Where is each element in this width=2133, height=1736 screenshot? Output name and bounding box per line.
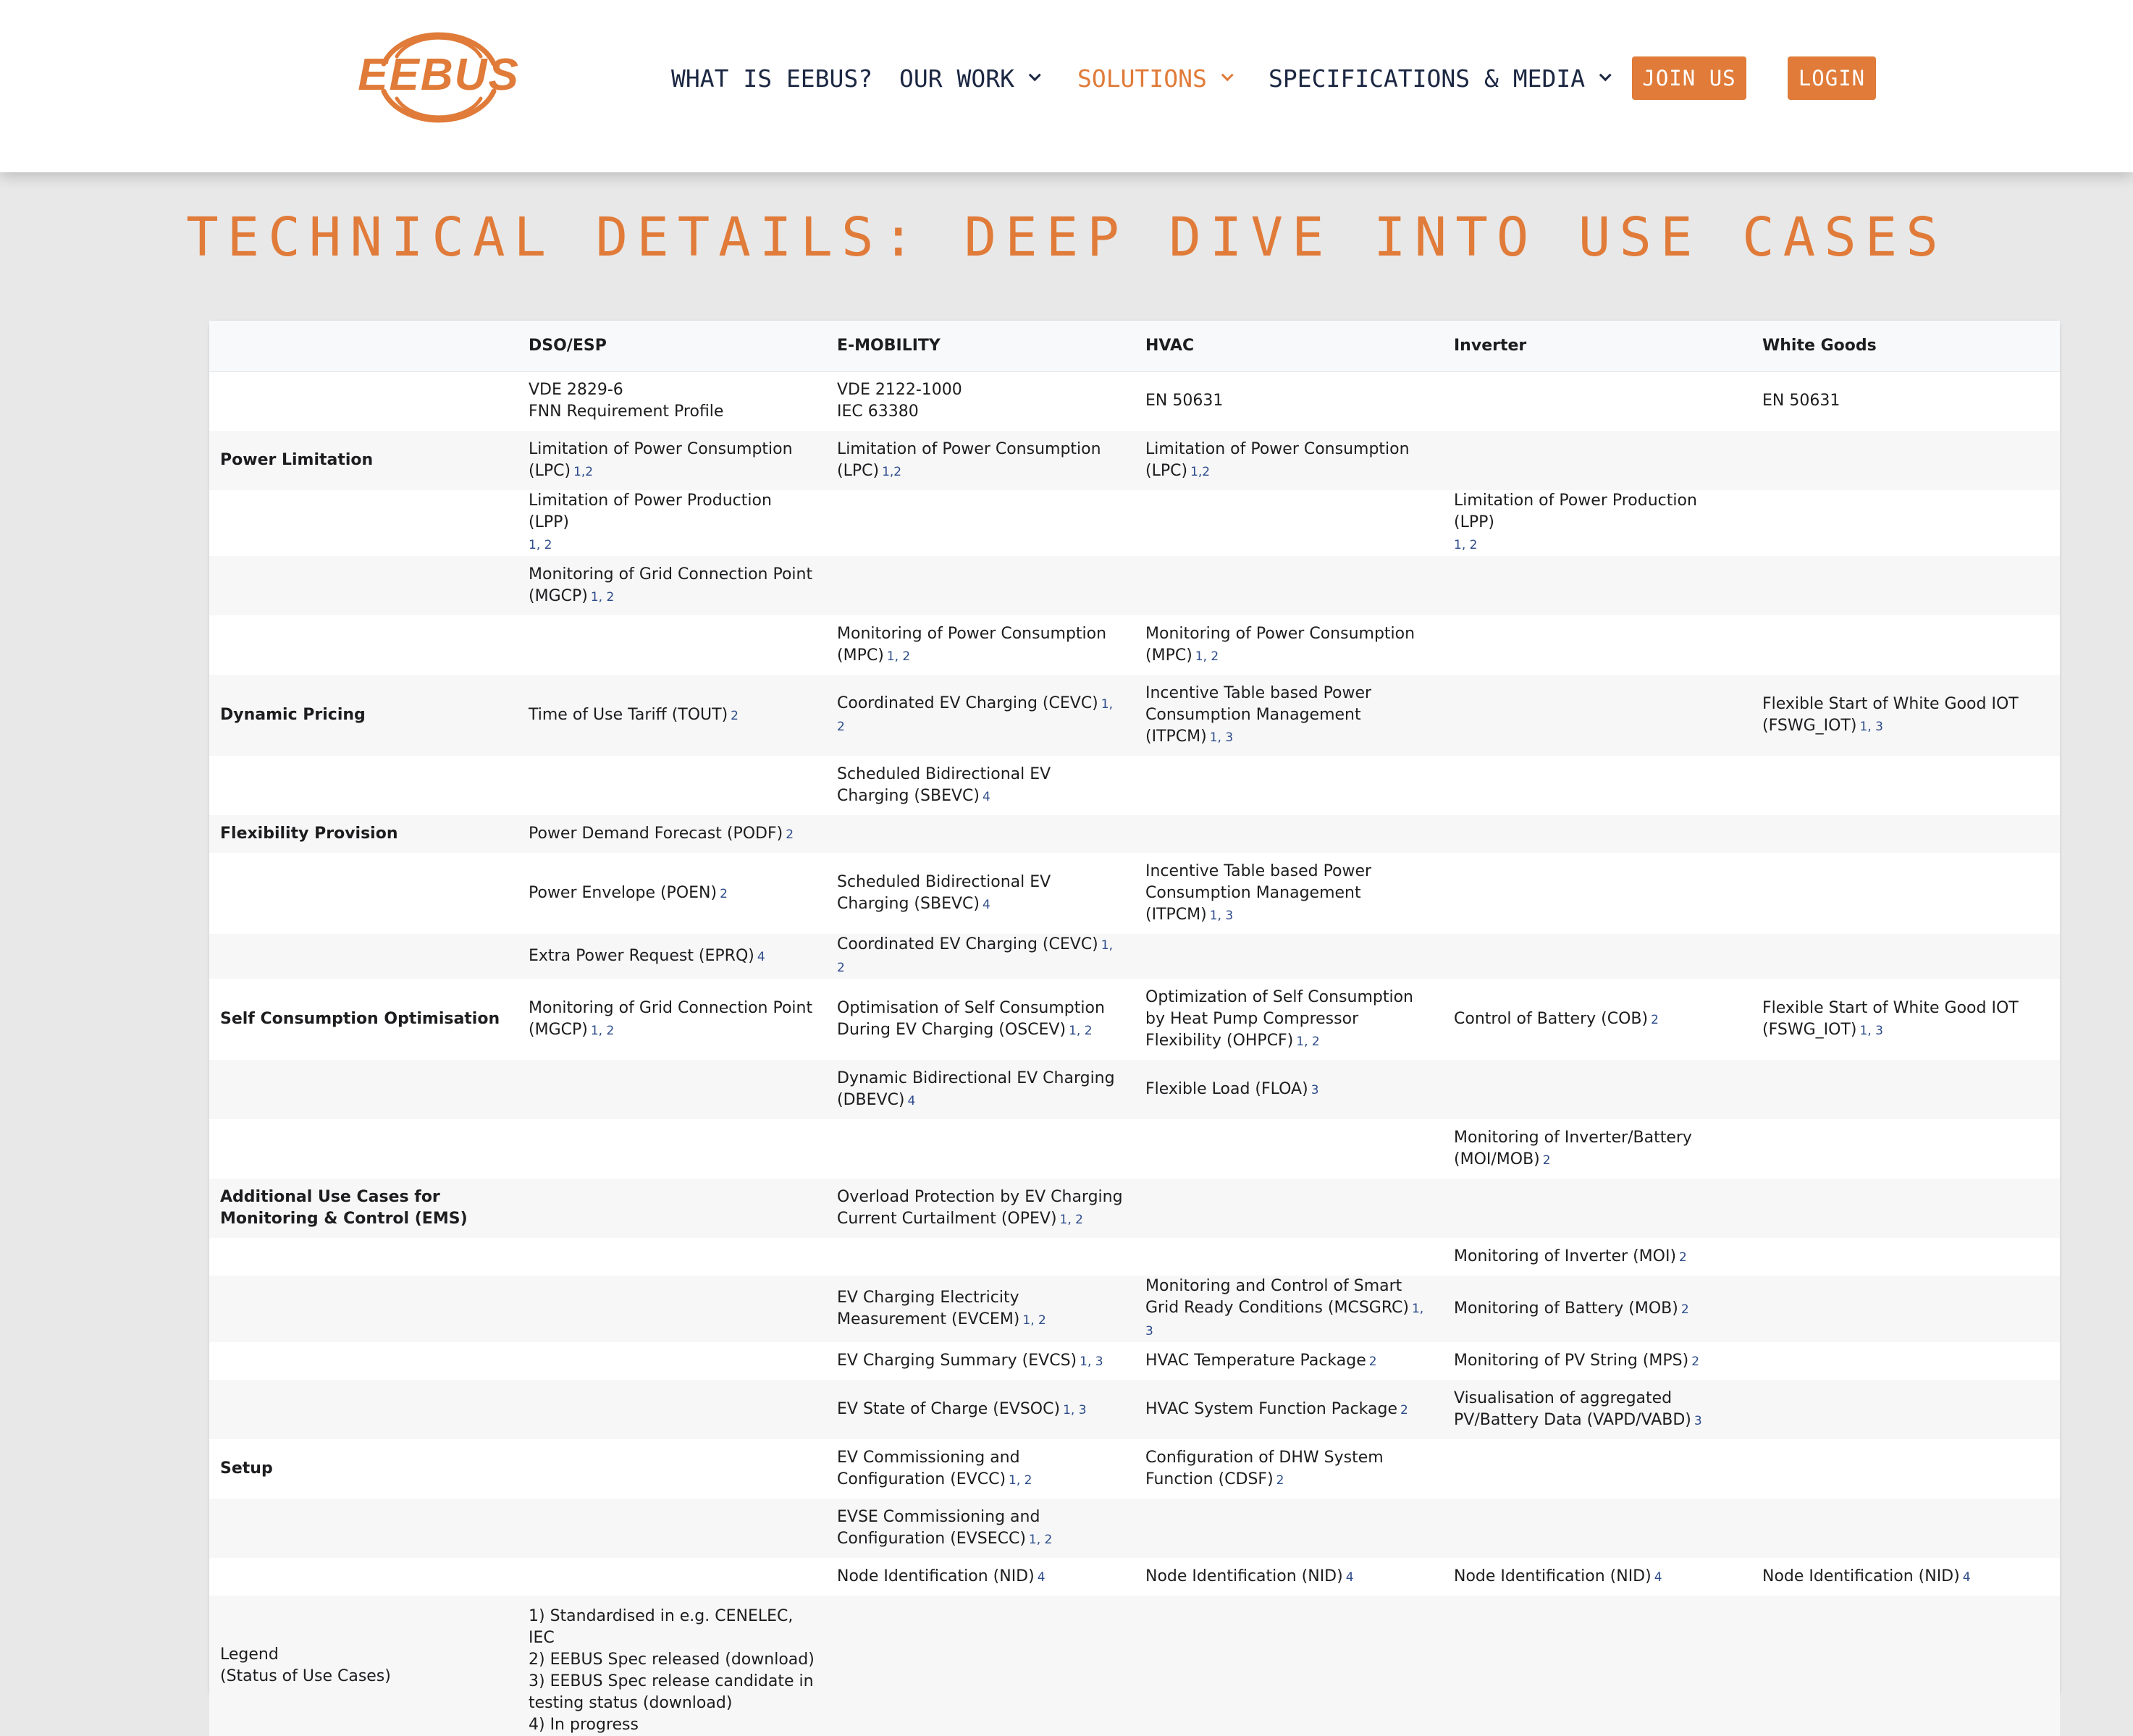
status-reference-link[interactable]: 2 — [1368, 1354, 1377, 1369]
table-cell — [1135, 1276, 1443, 1342]
use-case-text: Limitation of Power Consumption (LPC) — [1145, 439, 1410, 480]
status-reference-link[interactable]: 1, 2 — [1009, 1472, 1032, 1488]
table-cell — [826, 1499, 1135, 1558]
use-case-text: EV Charging Electricity Measurement (EVCEM) — [837, 1288, 1020, 1328]
row-label: Setup — [220, 1459, 273, 1478]
table-header-row — [209, 321, 2060, 371]
table-cell — [826, 1119, 1135, 1179]
status-reference-link[interactable]: 1, 2 — [1059, 1212, 1083, 1227]
row-label: Dynamic Pricing — [209, 675, 518, 756]
use-case-text: VDE 2122-1000 IEC 63380 — [837, 381, 962, 421]
status-reference-link[interactable]: 1, 3 — [1209, 730, 1234, 745]
table-row — [209, 979, 2060, 1060]
table-cell — [826, 815, 1135, 853]
use-case-text: Monitoring of Inverter (MOI) — [1454, 1247, 1677, 1265]
table-cell — [518, 1439, 826, 1499]
table-cell — [1135, 979, 1443, 1060]
table-row — [209, 1439, 2060, 1499]
status-reference-link[interactable]: 1, 3 — [1145, 1302, 1424, 1339]
table-cell — [1751, 1342, 2060, 1380]
row-label — [209, 1276, 518, 1342]
status-reference-link[interactable]: 1, 2 — [1296, 1034, 1320, 1049]
use-case-text: EV Charging Summary (EVCS) — [837, 1351, 1077, 1370]
use-case-text: Limitation of Power Production (LPP) — [529, 492, 772, 531]
table-cell — [1443, 556, 1751, 615]
use-case-text: HVAC System Function Package — [1145, 1399, 1397, 1418]
table-row — [209, 1499, 2060, 1558]
table-row — [209, 1380, 2060, 1439]
use-case-text: HVAC Temperature Package — [1145, 1351, 1366, 1370]
table-cell — [826, 1060, 1135, 1119]
table-cell — [518, 556, 826, 615]
table-cell — [1751, 934, 2060, 979]
site-header — [0, 0, 2133, 172]
use-case-text: Incentive Table based Power Consumption Management (ITPCM) — [1145, 683, 1372, 746]
table-cell — [826, 371, 1135, 431]
use-case-text: EV State of Charge (EVSOC) — [837, 1399, 1061, 1418]
status-reference-link[interactable]: 2 — [1680, 1302, 1689, 1317]
use-case-text: Coordinated EV Charging (CEVC) — [837, 694, 1098, 712]
status-reference-link[interactable]: 2 — [1542, 1153, 1551, 1168]
status-reference-link[interactable]: 2 — [1651, 1012, 1659, 1027]
table-cell — [1135, 1179, 1443, 1238]
table-cell — [1751, 675, 2060, 756]
table-cell — [1443, 371, 1751, 431]
table-cell — [1751, 1060, 2060, 1119]
chevron-down-icon — [1599, 69, 1612, 81]
table-row — [209, 934, 2060, 979]
use-case-text: Monitoring of Battery (MOB) — [1454, 1299, 1678, 1318]
table-cell — [1751, 979, 2060, 1060]
table-cell — [518, 1380, 826, 1439]
table-cell — [1443, 490, 1751, 556]
table-cell — [1135, 1558, 1443, 1596]
table-cell — [518, 853, 826, 934]
table-cell — [1751, 490, 2060, 556]
nav-specifications-media[interactable] — [1269, 55, 1607, 101]
status-reference-link[interactable]: 2 — [786, 827, 794, 842]
table-cell — [1443, 1342, 1751, 1380]
table-cell — [1443, 934, 1751, 979]
table-cell — [518, 1276, 826, 1342]
table-row — [209, 675, 2060, 756]
use-case-text: Node Identification (NID) — [837, 1567, 1035, 1585]
table-cell — [1135, 675, 1443, 756]
status-reference-link[interactable]: 4 — [982, 897, 990, 912]
use-case-text: Monitoring of Grid Connection Point (MGCP) — [529, 565, 813, 605]
row-label — [209, 371, 518, 431]
table-row — [209, 615, 2060, 675]
table-cell — [518, 431, 826, 490]
table-cell — [826, 1596, 1135, 1736]
use-case-text: Power Demand Forecast (PODF) — [529, 824, 783, 843]
table-cell — [1751, 431, 2060, 490]
column-header-inverter: Inverter — [1443, 321, 1751, 371]
table-cell — [1443, 979, 1751, 1060]
table-cell — [826, 1342, 1135, 1380]
use-case-text: EV Commissioning and Configuration (EVCC) — [837, 1448, 1020, 1488]
table-cell — [1135, 1119, 1443, 1179]
table-cell — [1135, 371, 1443, 431]
table-cell — [1443, 675, 1751, 756]
table-cell — [1751, 1380, 2060, 1439]
use-case-table — [209, 321, 2060, 1736]
use-case-text: Flexible Start of White Good IOT (FSWG_IOT) — [1762, 998, 2019, 1039]
page-title: TECHNICAL DETAILS: DEEP DIVE INTO USE CASES — [186, 206, 1947, 269]
table-cell — [826, 1179, 1135, 1238]
nav-label: SOLUTIONS — [1077, 64, 1207, 93]
table-cell — [1443, 615, 1751, 675]
table-row — [209, 1238, 2060, 1276]
table-cell — [826, 1558, 1135, 1596]
table-cell — [1443, 1558, 1751, 1596]
table-cell — [1135, 815, 1443, 853]
use-case-text: Configuration of DHW System Function (CDSF) — [1145, 1448, 1384, 1488]
table-cell — [1443, 1179, 1751, 1238]
table-cell — [1443, 1276, 1751, 1342]
table-cell — [518, 1119, 826, 1179]
use-case-text: EN 50631 — [1145, 392, 1224, 410]
status-reference-link[interactable]: 1, 2 — [529, 538, 552, 552]
table-cell — [1751, 1558, 2060, 1596]
table-cell — [826, 1380, 1135, 1439]
join-us-button[interactable]: JOIN US — [1632, 56, 1746, 100]
table-cell — [1135, 1060, 1443, 1119]
row-label: Self Consumption Optimisation — [220, 1010, 500, 1028]
nav-solutions[interactable] — [1077, 55, 1229, 101]
use-case-text: EVSE Commissioning and Configuration (EVSECC) — [837, 1507, 1040, 1548]
nav-label: OUR WORK — [899, 64, 1014, 93]
column-header — [209, 321, 518, 371]
table-cell — [1751, 1439, 2060, 1499]
table-cell — [518, 371, 826, 431]
table-cell — [1751, 371, 2060, 431]
table-cell — [826, 1439, 1135, 1499]
use-case-text: Node Identification (NID) — [1762, 1567, 1960, 1585]
row-label: Flexibility Provision — [209, 815, 518, 853]
status-reference-link[interactable]: 4 — [907, 1093, 916, 1108]
status-reference-link[interactable]: 4 — [1962, 1569, 1971, 1585]
table-row — [209, 490, 2060, 556]
legend-label: Legend (Status of Use Cases) — [209, 1596, 518, 1736]
status-reference-link[interactable]: 1, 3 — [1859, 1023, 1883, 1038]
table-cell — [826, 934, 1135, 979]
row-label — [209, 934, 518, 979]
use-case-text: Node Identification (NID) — [1454, 1567, 1652, 1585]
table-cell — [1751, 1179, 2060, 1238]
row-label — [209, 1380, 518, 1439]
status-reference-link[interactable]: 1,2 — [1190, 464, 1211, 479]
table-cell — [1751, 1238, 2060, 1276]
row-label — [209, 1558, 518, 1596]
use-case-text: Flexible Load (FLOA) — [1145, 1079, 1308, 1098]
status-reference-link[interactable]: 4 — [1345, 1569, 1354, 1585]
table-cell — [518, 1060, 826, 1119]
table-cell — [1135, 853, 1443, 934]
table-cell — [1135, 1596, 1443, 1736]
use-case-text: Incentive Table based Power Consumption Management (ITPCM) — [1145, 861, 1372, 924]
nav-label: SPECIFICATIONS & MEDIA — [1269, 64, 1586, 93]
table-cell — [1135, 1499, 1443, 1558]
table-cell — [1135, 615, 1443, 675]
table-cell — [1135, 934, 1443, 979]
table-row — [209, 1179, 2060, 1238]
column-header-dso-esp: DSO/ESP — [518, 321, 826, 371]
chevron-down-icon — [1029, 69, 1041, 81]
row-label — [209, 1342, 518, 1380]
table-cell — [518, 615, 826, 675]
table-cell — [826, 615, 1135, 675]
status-reference-link[interactable]: 1, 2 — [590, 1023, 615, 1038]
table-cell — [518, 1342, 826, 1380]
use-case-text: Monitoring of Power Consumption (MPC) — [1145, 624, 1415, 665]
row-label — [209, 490, 518, 556]
table-cell — [1443, 1596, 1751, 1736]
table-cell — [1135, 1342, 1443, 1380]
use-case-text: Optimization of Self Consumption by Heat Pump Compressor Flexibility (OHPCF) — [1145, 987, 1413, 1050]
table-cell — [826, 675, 1135, 756]
nav-our-work[interactable] — [899, 55, 1036, 101]
table-cell — [1135, 1238, 1443, 1276]
table-row — [209, 1276, 2060, 1342]
eebus-logo-icon — [358, 19, 520, 135]
row-label — [209, 756, 518, 815]
status-reference-link[interactable]: 2 — [1276, 1472, 1284, 1488]
table-cell — [518, 756, 826, 815]
column-header-white-goods: White Goods — [1751, 321, 2060, 371]
table-cell — [1751, 853, 2060, 934]
table-row — [209, 431, 2060, 490]
use-case-text: Limitation of Power Production (LPP) — [1454, 492, 1697, 531]
use-case-text: Monitoring and Control of Smart Grid Ready Conditions (MCSGRC) — [1145, 1277, 1409, 1317]
table-row — [209, 1119, 2060, 1179]
table-cell — [1443, 1499, 1751, 1558]
use-case-text: VDE 2829-6 FNN Requirement Profile — [529, 381, 724, 421]
table-cell — [826, 490, 1135, 556]
row-label: Additional Use Cases for Monitoring & Control (EMS) — [209, 1179, 518, 1238]
status-reference-link[interactable]: 1, 3 — [1859, 719, 1883, 734]
table-cell — [1443, 756, 1751, 815]
table-cell — [826, 556, 1135, 615]
table-cell — [826, 853, 1135, 934]
login-button[interactable]: LOGIN — [1788, 56, 1876, 100]
use-case-text: Limitation of Power Consumption (LPC) — [529, 439, 793, 480]
status-reference-link[interactable]: 1, 2 — [1454, 538, 1478, 552]
table-cell — [1443, 1439, 1751, 1499]
use-case-text: Optimisation of Self Consumption During EV Charging (OSCEV) — [837, 998, 1105, 1039]
table-cell — [1443, 1238, 1751, 1276]
table-cell — [1443, 1380, 1751, 1439]
table-cell — [518, 815, 826, 853]
table-cell — [1135, 756, 1443, 815]
table-row — [209, 556, 2060, 615]
status-reference-link[interactable]: 4 — [982, 789, 990, 804]
use-case-text: Overload Protection by EV Charging Current Curtailment (OPEV) — [837, 1187, 1123, 1228]
table-cell — [518, 1179, 826, 1238]
use-case-text: Visualisation of aggregated PV/Battery Data (VAPD/VABD) — [1454, 1389, 1691, 1429]
nav-label: WHAT IS EEBUS? — [671, 64, 873, 93]
status-reference-link[interactable]: 4 — [757, 949, 765, 964]
table-row — [209, 815, 2060, 853]
table-cell — [1135, 431, 1443, 490]
use-case-text: Power Envelope (POEN) — [529, 883, 718, 902]
table-row — [209, 371, 2060, 431]
row-label — [209, 556, 518, 615]
table-cell — [518, 675, 826, 756]
nav-what-is-eebus[interactable] — [671, 55, 872, 101]
table-cell — [1135, 1380, 1443, 1439]
status-reference-link[interactable]: 1, 3 — [1063, 1402, 1087, 1417]
table-cell — [518, 1558, 826, 1596]
use-case-text: Scheduled Bidirectional EV Charging (SBEVC) — [837, 764, 1051, 805]
status-reference-link[interactable]: 2 — [1691, 1354, 1700, 1369]
use-case-text: Scheduled Bidirectional EV Charging (SBEVC) — [837, 872, 1051, 913]
table-cell — [1443, 815, 1751, 853]
table-cell — [1443, 1060, 1751, 1119]
status-reference-link[interactable]: 1, 2 — [1028, 1532, 1053, 1547]
use-case-text: Flexible Start of White Good IOT (FSWG_IOT) — [1762, 694, 2019, 735]
table-cell — [826, 1238, 1135, 1276]
use-case-text: Control of Battery (COB) — [1454, 1009, 1649, 1028]
table-cell — [826, 756, 1135, 815]
table-cell — [518, 1238, 826, 1276]
table-cell — [1751, 615, 2060, 675]
table-cell — [1751, 756, 2060, 815]
row-label — [209, 1499, 518, 1558]
svg-text:EEBUS: EEBUS — [358, 50, 520, 100]
status-reference-link[interactable]: 1, 2 — [1195, 649, 1219, 664]
table-cell — [826, 979, 1135, 1060]
use-case-text: Dynamic Bidirectional EV Charging (DBEVC) — [837, 1069, 1115, 1109]
table-cell — [1751, 1119, 2060, 1179]
table-cell — [1751, 815, 2060, 853]
table-cell — [1751, 1499, 2060, 1558]
row-label — [209, 1060, 518, 1119]
table-cell — [1443, 853, 1751, 934]
use-case-text: Monitoring of Inverter/Battery (MOI/MOB) — [1454, 1128, 1692, 1168]
status-reference-link[interactable]: 1,2 — [573, 464, 594, 479]
table-cell — [1443, 431, 1751, 490]
use-case-text: EN 50631 — [1762, 392, 1840, 410]
column-header-hvac: HVAC — [1135, 321, 1443, 371]
row-label — [209, 1119, 518, 1179]
table-cell — [1751, 1596, 2060, 1736]
table-cell — [1751, 556, 2060, 615]
eebus-logo[interactable] — [358, 19, 520, 135]
table-cell — [518, 1499, 826, 1558]
table-row — [209, 1558, 2060, 1596]
use-case-text: Monitoring of Power Consumption (MPC) — [837, 624, 1107, 665]
row-label — [209, 615, 518, 675]
table-cell — [518, 490, 826, 556]
table-cell — [1751, 1276, 2060, 1342]
table-cell — [1135, 556, 1443, 615]
status-reference-link[interactable]: 1, 2 — [837, 697, 1113, 734]
status-reference-link[interactable]: 1, 2 — [886, 649, 911, 664]
table-cell — [518, 979, 826, 1060]
row-label — [209, 853, 518, 934]
table-cell — [1443, 1119, 1751, 1179]
table-cell — [518, 934, 826, 979]
legend-text: 1) Standardised in e.g. CENELEC, IEC 2) EEBUS Spec released (download) 3) EEBUS Spec release candidate in testing status (download) 4) In progress — [518, 1596, 826, 1736]
status-reference-link[interactable]: 1, 2 — [590, 589, 615, 604]
status-reference-link[interactable]: 3 — [1694, 1413, 1702, 1428]
table-row — [209, 1060, 2060, 1119]
use-case-text: Time of Use Tariff (TOUT) — [529, 705, 728, 724]
table-cell — [826, 1276, 1135, 1342]
use-case-text: Coordinated EV Charging (CEVC) — [837, 935, 1098, 953]
legend-row — [209, 1596, 2060, 1736]
table-row — [209, 853, 2060, 934]
use-case-text: Monitoring of Grid Connection Point (MGCP) — [529, 998, 813, 1039]
status-reference-link[interactable]: 3 — [1310, 1082, 1319, 1097]
status-reference-link[interactable]: 4 — [1654, 1569, 1662, 1585]
status-reference-link[interactable]: 1, 3 — [1080, 1354, 1103, 1369]
use-case-text: Monitoring of PV String (MPS) — [1454, 1351, 1689, 1370]
use-case-table-card — [209, 321, 2060, 1734]
table-row — [209, 756, 2060, 815]
status-reference-link[interactable]: 2 — [720, 886, 728, 901]
status-reference-link[interactable]: 2 — [731, 708, 739, 723]
use-case-text: Limitation of Power Consumption (LPC) — [837, 439, 1101, 480]
column-header-e-mobility: E-MOBILITY — [826, 321, 1135, 371]
status-reference-link[interactable]: 1, 2 — [837, 938, 1113, 975]
status-reference-link[interactable]: 2 — [1400, 1402, 1408, 1417]
table-cell — [1135, 490, 1443, 556]
table-cell — [826, 431, 1135, 490]
row-label: Power Limitation — [209, 431, 518, 490]
table-row — [209, 1342, 2060, 1380]
status-reference-link[interactable]: 1, 2 — [1022, 1312, 1046, 1328]
table-cell — [1135, 1439, 1443, 1499]
use-case-text: Node Identification (NID) — [1145, 1567, 1343, 1585]
use-case-text: Extra Power Request (EPRQ) — [529, 946, 754, 965]
status-reference-link[interactable]: 4 — [1037, 1569, 1046, 1585]
row-label — [209, 1238, 518, 1276]
status-reference-link[interactable]: 2 — [1679, 1250, 1687, 1265]
status-reference-link[interactable]: 1, 2 — [1069, 1023, 1093, 1038]
chevron-down-icon — [1221, 69, 1234, 81]
status-reference-link[interactable]: 1,2 — [882, 464, 902, 479]
status-reference-link[interactable]: 1, 3 — [1209, 908, 1234, 923]
